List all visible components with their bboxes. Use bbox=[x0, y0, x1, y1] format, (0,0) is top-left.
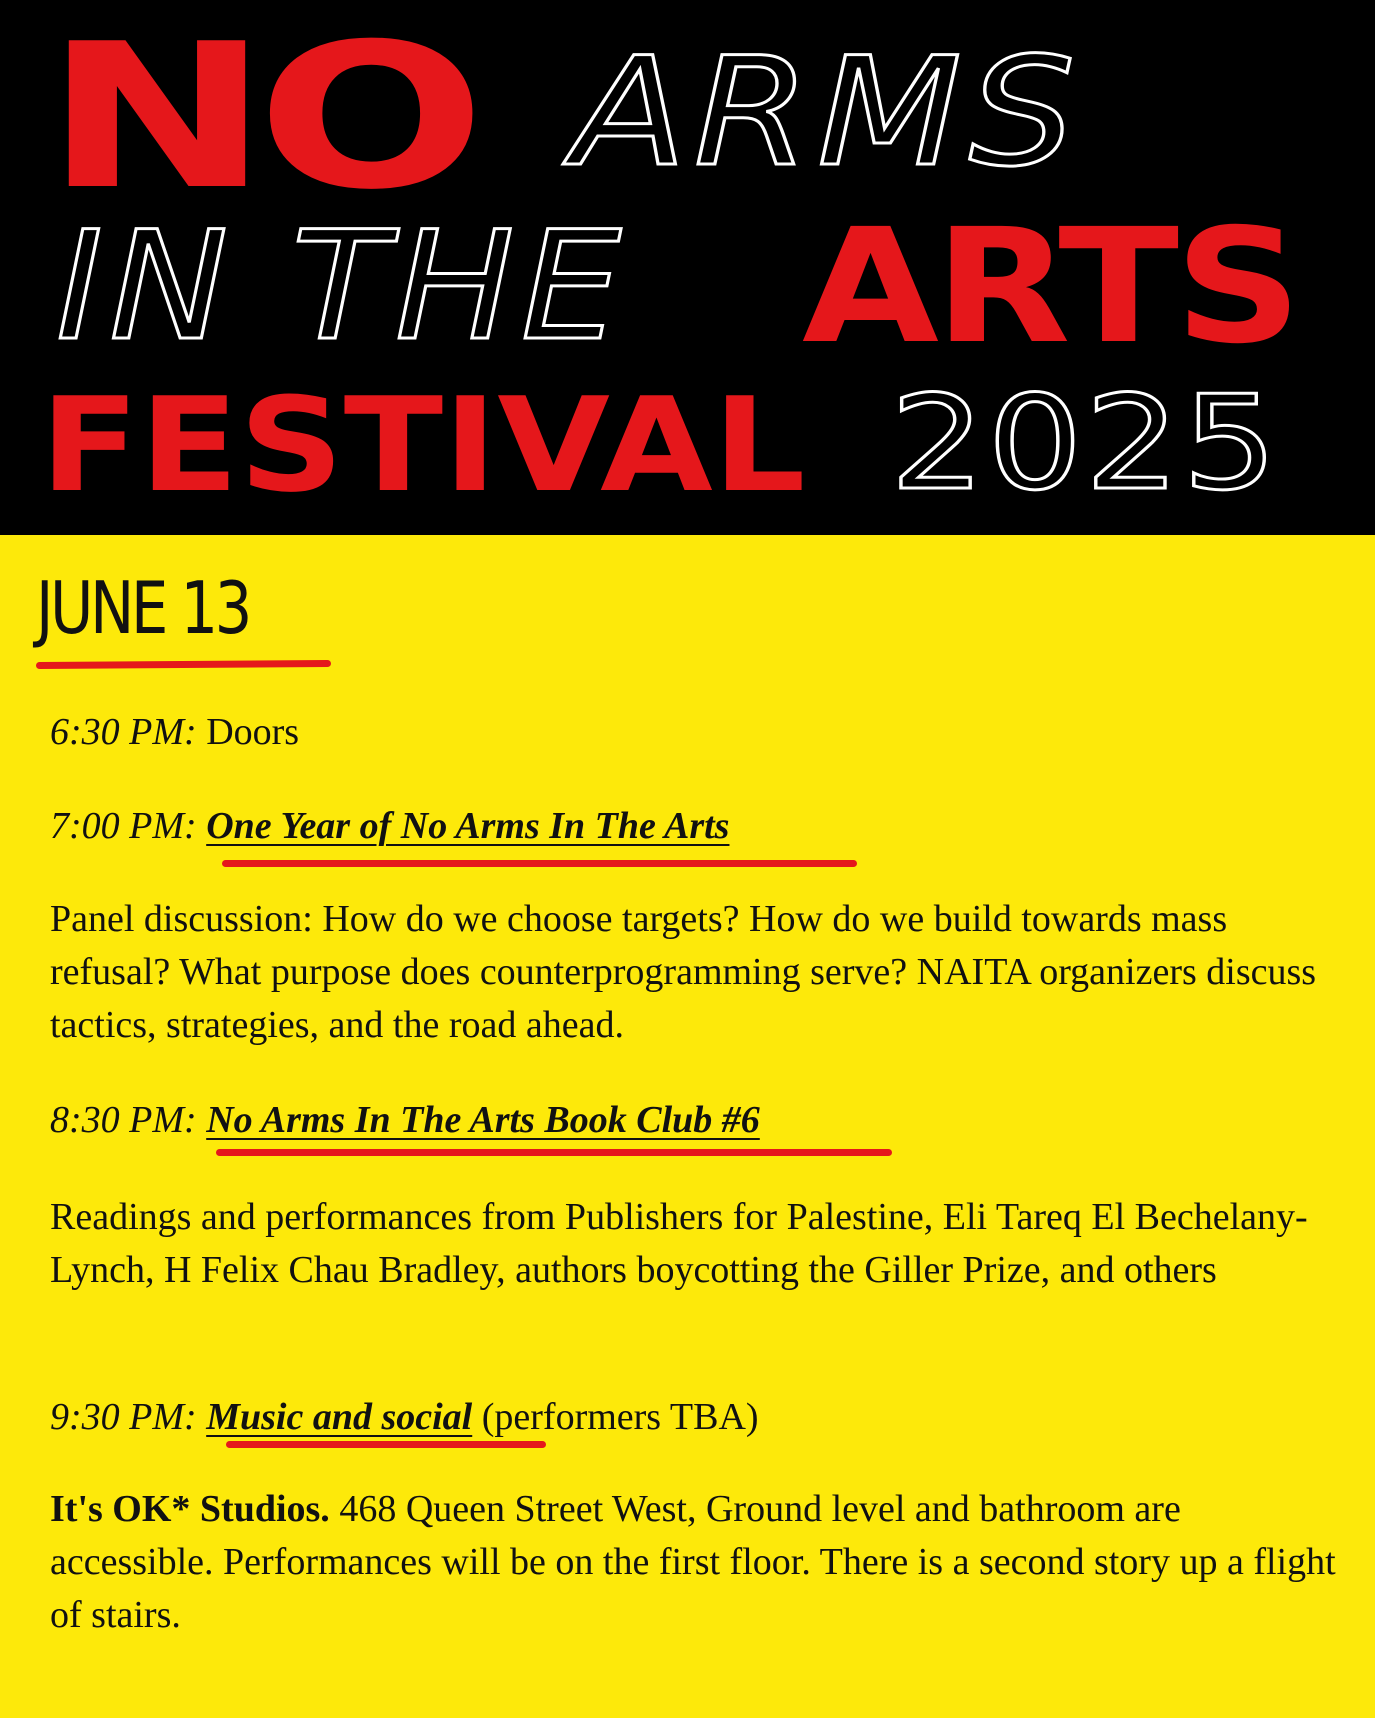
heading-arts: ARTS bbox=[802, 195, 1298, 379]
date-underline bbox=[36, 660, 331, 669]
poster-header bbox=[0, 0, 1375, 535]
doors-time: 6:30 PM: bbox=[50, 711, 197, 753]
panel-time: 7:00 PM: bbox=[50, 805, 197, 847]
doors-label: Doors bbox=[206, 711, 300, 753]
heading-festival: FESTIVAL bbox=[40, 369, 806, 521]
book-club-title-link[interactable]: No Arms In The Arts Book Club #6 bbox=[206, 1099, 760, 1141]
heading-year: 2025 bbox=[890, 367, 1280, 519]
venue-details: 468 Queen Street West, Ground level and bathroom are accessible. Performances will be on the first floor. There is a second story up a flight of stairs. bbox=[50, 1488, 1336, 1636]
heading-arms: ARMS bbox=[572, 26, 1083, 200]
venue-info bbox=[50, 1483, 1340, 1642]
schedule-doors bbox=[50, 706, 299, 758]
panel-title-link[interactable]: One Year of No Arms In The Arts bbox=[206, 805, 730, 847]
panel-underline bbox=[222, 860, 857, 867]
book-club-description: Readings and performances from Publishers for Palestine, Eli Tareq El Bechelany-Lynch, H Felix Chau Bradley, authors boycotting the Giller Prize, and others bbox=[50, 1196, 1308, 1291]
book-club-time: 8:30 PM: bbox=[50, 1099, 197, 1141]
music-time: 9:30 PM: bbox=[50, 1396, 197, 1438]
schedule-book-club bbox=[50, 1094, 760, 1146]
panel-description: Panel discussion: How do we choose targets? How do we build towards mass refusal? What purpose does counterprogramming serve? NAITA organizers discuss tactics, strategies, and the road ahead. bbox=[50, 898, 1317, 1046]
book-club-underline bbox=[216, 1149, 892, 1156]
music-title-link[interactable]: Music and social bbox=[206, 1396, 473, 1438]
music-underline bbox=[226, 1441, 546, 1448]
schedule-music bbox=[50, 1391, 759, 1443]
music-note: (performers TBA) bbox=[481, 1396, 759, 1438]
heading-no: NO bbox=[44, 1, 473, 234]
schedule-panel bbox=[50, 800, 729, 852]
venue-name: It's OK* Studios. bbox=[50, 1488, 330, 1530]
heading-in-the: IN THE bbox=[56, 200, 628, 374]
event-date: JUNE 13 bbox=[36, 566, 250, 650]
